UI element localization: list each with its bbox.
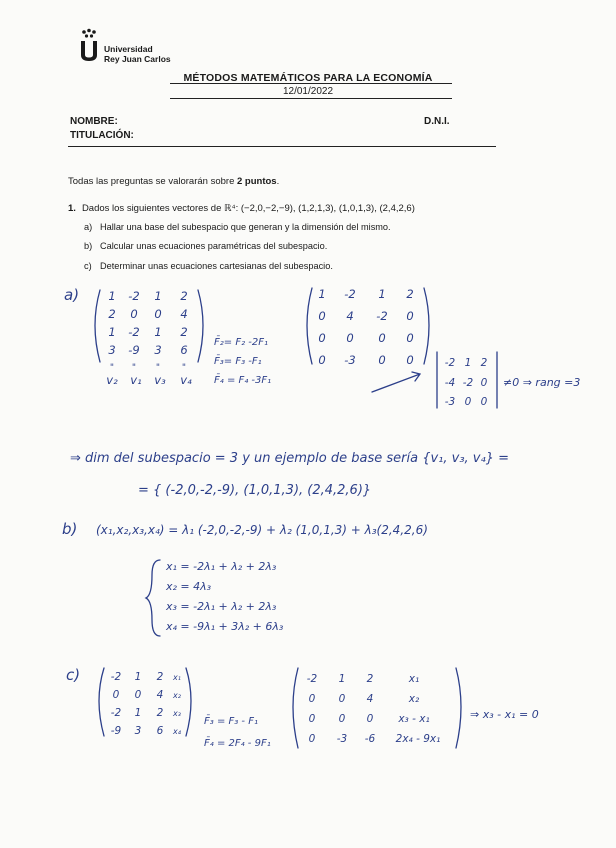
det-cell: -2 bbox=[444, 357, 456, 369]
matrix2-cell: 0 bbox=[318, 353, 326, 367]
matrix3-cell: 2 bbox=[156, 707, 164, 719]
matrix1-cell: -2 bbox=[128, 325, 140, 339]
matrix4-cell: -6 bbox=[364, 733, 376, 745]
matrix4-cell: 0 bbox=[308, 713, 316, 725]
param-brace bbox=[146, 560, 160, 636]
matrix2 bbox=[318, 287, 413, 367]
matrix3-cell: x₁ bbox=[173, 673, 181, 682]
matrix3-cell: -9 bbox=[110, 725, 122, 737]
matrix1-vector: v₁ bbox=[130, 373, 142, 387]
matrix3-cell: x₂ bbox=[173, 691, 181, 700]
matrix4-cell: 2 bbox=[366, 673, 374, 685]
matrix2-cell: 0 bbox=[406, 309, 414, 323]
question-number: 1. bbox=[68, 203, 76, 214]
matrix1-cell: 0 bbox=[130, 307, 138, 321]
matrix3-cell: -2 bbox=[110, 671, 122, 683]
matrix3-cell: 1 bbox=[134, 707, 142, 719]
matrix1-eq: " bbox=[131, 363, 137, 373]
matrix1-cell: 3 bbox=[154, 343, 162, 357]
matrix1 bbox=[106, 289, 192, 387]
matrix1-cell: 1 bbox=[154, 325, 162, 339]
part-c-label: c) bbox=[66, 666, 81, 684]
matrix1-cell: 1 bbox=[154, 289, 162, 303]
matrix3-cell: 3 bbox=[134, 725, 142, 737]
matrix2-cell: 4 bbox=[346, 309, 354, 323]
matrix2-cell: 0 bbox=[406, 353, 414, 367]
det-cell: 2 bbox=[480, 357, 488, 369]
matrix1-cell: 1 bbox=[108, 289, 116, 303]
det-cell: 0 bbox=[480, 377, 488, 389]
matrix4-right-bracket bbox=[456, 668, 461, 748]
matrix1-cell: 0 bbox=[154, 307, 162, 321]
matrix1-cell: 4 bbox=[180, 307, 188, 321]
det-matrix bbox=[445, 357, 488, 408]
part-letter: c) bbox=[84, 261, 92, 271]
matrix2-cell: 0 bbox=[318, 331, 326, 345]
matrix2-cell: 0 bbox=[318, 309, 326, 323]
university-line1: Universidad bbox=[104, 44, 153, 54]
nombre-label: NOMBRE: bbox=[70, 116, 118, 127]
matrix1-cell: -2 bbox=[128, 289, 140, 303]
part-letter: a) bbox=[84, 222, 93, 232]
matrix2-right-bracket bbox=[424, 288, 429, 364]
matrix4-cell: 0 bbox=[338, 693, 346, 705]
param-eqs bbox=[165, 560, 284, 633]
row-op: F̄₃= F₃ -F₁ bbox=[214, 356, 262, 367]
base-line: = { (-2,0,-2,-9), (1,0,1,3), (2,4,2,6)} bbox=[138, 483, 372, 498]
matrix4-cell: 1 bbox=[338, 673, 346, 685]
matrix1-vector: v₂ bbox=[106, 373, 118, 387]
course-title: MÉTODOS MATEMÁTICOS PARA LA ECONOMÍA bbox=[183, 72, 433, 84]
final-equation: ⇒ x₃ - x₁ = 0 bbox=[470, 708, 539, 721]
matrix1-cell: 3 bbox=[108, 343, 116, 357]
university-line2: Rey Juan Carlos bbox=[104, 54, 171, 64]
matrix1-cell: 6 bbox=[180, 343, 188, 357]
matrix4-cell: x₃ - x₁ bbox=[398, 713, 430, 725]
matrix3 bbox=[111, 671, 182, 737]
row-op: F̄₄ = F₄ -3F₁ bbox=[214, 375, 272, 386]
matrix4-cell: 4 bbox=[366, 693, 374, 705]
matrix3-cell: x₄ bbox=[173, 727, 181, 736]
part-text: Determinar unas ecuaciones cartesianas del subespacio. bbox=[100, 261, 333, 271]
det-result: ≠0 ⇒ rang =3 bbox=[503, 376, 581, 389]
matrix4-cell: 0 bbox=[366, 713, 374, 725]
matrix2-cell: 1 bbox=[318, 287, 326, 301]
matrix4-cell: x₁ bbox=[408, 673, 420, 685]
matrix3-cell: 4 bbox=[156, 689, 164, 701]
param-eq: x₄ = -9λ₁ + 3λ₂ + 6λ₃ bbox=[166, 620, 284, 633]
matrix2-left-bracket bbox=[307, 288, 312, 364]
param-eq: x₃ = -2λ₁ + λ₂ + 2λ₃ bbox=[166, 600, 277, 613]
matrix1-vector: v₄ bbox=[180, 373, 192, 387]
matrix1-cell: -9 bbox=[128, 343, 140, 357]
matrix1-eq: " bbox=[181, 363, 187, 373]
matrix2-cell: -2 bbox=[376, 309, 388, 323]
matrix1-cell: 2 bbox=[108, 307, 116, 321]
matrix4-cell: 0 bbox=[338, 713, 346, 725]
question-statement: Dados los siguientes vectores de ℝ⁴: (−2,0,−2,−9), (1,2,1,3), (1,0,1,3), (2,4,2,6) bbox=[81, 203, 415, 214]
det-cell: 1 bbox=[464, 357, 472, 369]
matrix4-cell: 0 bbox=[308, 693, 316, 705]
det-cell: 0 bbox=[480, 396, 488, 408]
matrix2-cell: -3 bbox=[344, 353, 356, 367]
row-op: F̄₄ = 2F₄ - 9F₁ bbox=[204, 738, 271, 749]
matrix1-eq: " bbox=[109, 363, 115, 373]
det-cell: -4 bbox=[444, 377, 456, 389]
matrix4-cell: 2x₄ - 9x₁ bbox=[395, 733, 441, 745]
matrix3-cell: 2 bbox=[156, 671, 164, 683]
exam-date: 12/01/2022 bbox=[282, 86, 334, 97]
intro-bold: 2 puntos bbox=[237, 176, 277, 187]
param-main: (x₁,x₂,x₃,x₄) = λ₁ (-2,0,-2,-9) + λ₂ (1,0,1,3) + λ₃(2,4,2,6) bbox=[96, 523, 428, 537]
dni-label: D.N.I. bbox=[424, 116, 450, 127]
row-op: F̄₂= F₂ -2F₁ bbox=[214, 337, 268, 348]
matrix2-cell: -2 bbox=[344, 287, 356, 301]
part-a-label: a) bbox=[64, 286, 80, 304]
matrix1-cell: 2 bbox=[180, 325, 188, 339]
part-b-label: b) bbox=[62, 520, 78, 538]
row-ops-a bbox=[214, 335, 271, 386]
part-letter: b) bbox=[84, 241, 93, 251]
matrix4 bbox=[307, 673, 441, 745]
matrix4-cell: x₂ bbox=[408, 693, 420, 705]
matrix4-cell: 0 bbox=[308, 733, 316, 745]
matrix1-right-bracket bbox=[198, 290, 203, 362]
matrix2-cell: 2 bbox=[406, 287, 414, 301]
matrix2-cell: 0 bbox=[378, 331, 386, 345]
titulacion-label: TITULACIÓN: bbox=[70, 130, 134, 141]
matrix1-vector: v₃ bbox=[154, 373, 166, 387]
matrix1-cell: 2 bbox=[180, 289, 188, 303]
matrix3-cell: x₃ bbox=[173, 709, 181, 718]
part-text: Calcular unas ecuaciones paramétricas del subespacio. bbox=[100, 241, 328, 251]
matrix3-cell: -2 bbox=[110, 707, 122, 719]
matrix4-cell: -2 bbox=[306, 673, 318, 685]
intro-after: . bbox=[276, 176, 280, 187]
matrix3-cell: 0 bbox=[134, 689, 142, 701]
matrix3-cell: 6 bbox=[156, 725, 164, 737]
matrix4-cell: -3 bbox=[336, 733, 348, 745]
det-cell: 0 bbox=[464, 396, 472, 408]
matrix3-cell: 0 bbox=[112, 689, 120, 701]
matrix4-left-bracket bbox=[293, 668, 298, 748]
matrix3-left-bracket bbox=[99, 668, 104, 736]
matrix1-cell: 1 bbox=[108, 325, 116, 339]
matrix1-eq: " bbox=[155, 363, 161, 373]
matrix1-left-bracket bbox=[95, 290, 100, 362]
part-text: Hallar una base del subespacio que generan y la dimensión del mismo. bbox=[100, 222, 391, 232]
row-op: F̄₃ = F₃ - F₁ bbox=[204, 716, 258, 727]
param-eq: x₁ = -2λ₁ + λ₂ + 2λ₃ bbox=[166, 560, 277, 573]
det-cell: -2 bbox=[462, 377, 474, 389]
matrix2-cell: 0 bbox=[406, 331, 414, 345]
param-eq: x₂ = 4λ₃ bbox=[166, 580, 212, 593]
intro-before: Todas las preguntas se valorarán sobre bbox=[68, 176, 237, 187]
matrix3-right-bracket bbox=[186, 668, 191, 736]
det-cell: -3 bbox=[444, 396, 456, 408]
matrix2-cell: 0 bbox=[346, 331, 354, 345]
row-ops-c bbox=[204, 714, 271, 749]
matrix2-cell: 0 bbox=[378, 353, 386, 367]
dim-line: ⇒ dim del subespacio = 3 y un ejemplo de base sería {v₁, v₃, v₄} = bbox=[70, 451, 510, 466]
arrow-icon bbox=[372, 372, 420, 392]
matrix3-cell: 1 bbox=[134, 671, 142, 683]
matrix2-cell: 1 bbox=[378, 287, 386, 301]
